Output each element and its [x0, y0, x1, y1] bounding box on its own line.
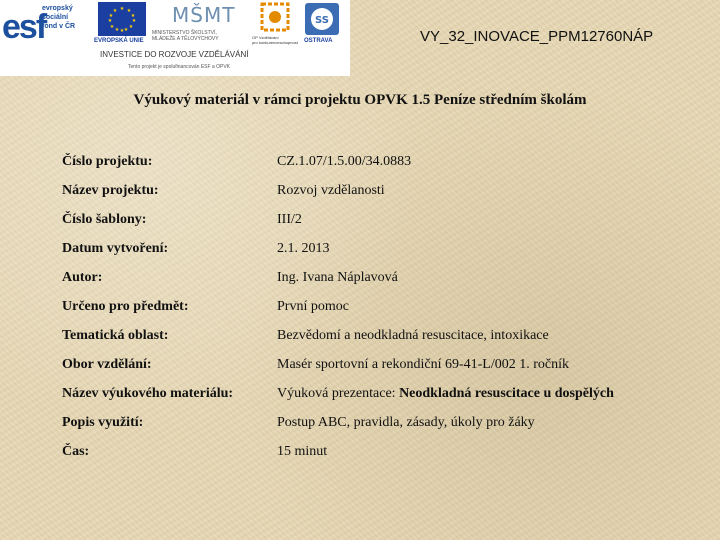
- ostrava-emblem-icon: [302, 2, 342, 36]
- info-value: Bezvědomí a neodkladná resuscitace, intoxikace: [277, 328, 549, 343]
- info-label: Datum vytvoření:: [62, 241, 169, 256]
- op-vk-caption-line: OP Vzdělávání: [252, 35, 279, 40]
- svg-text:★: ★: [107, 18, 113, 24]
- op-vk-caption: [252, 35, 298, 45]
- info-value: První pomoc: [277, 299, 349, 314]
- document-code: VY_32_INOVACE_PPM12760NÁP: [420, 28, 654, 45]
- svg-text:★: ★: [109, 24, 115, 30]
- op-vk-mark-icon: [250, 2, 300, 34]
- esf-mark: esf: [2, 8, 46, 46]
- info-value: 15 minut: [277, 444, 328, 459]
- info-value-emphasis: Neodkladná resuscitace u dospělých: [399, 386, 614, 401]
- svg-text:★: ★: [130, 13, 136, 19]
- info-label: Čas:: [62, 444, 90, 459]
- ostrava-caption: OSTRAVA: [304, 38, 333, 44]
- info-value: Masér sportovní a rekondiční 69-41-L/002 1. ročník: [277, 357, 569, 372]
- svg-text:SS: SS: [315, 15, 329, 26]
- info-value: III/2: [277, 212, 302, 227]
- page-title: Výukový materiál v rámci projektu OPVK 1.5 Peníze středním školám: [133, 92, 587, 108]
- svg-text:★: ★: [108, 13, 114, 19]
- eu-logo: [94, 2, 150, 48]
- svg-text:★: ★: [112, 8, 118, 14]
- svg-text:★: ★: [126, 8, 132, 14]
- info-label: Autor:: [62, 270, 103, 285]
- esf-text-line: sociální: [42, 14, 69, 21]
- info-label: Název výukového materiálu:: [62, 386, 234, 401]
- info-label: Číslo projektu:: [62, 154, 153, 169]
- esf-text-line: evropský: [42, 5, 73, 12]
- info-label: Tematická oblast:: [62, 328, 169, 343]
- info-value: CZ.1.07/1.5.00/34.0883: [277, 154, 412, 169]
- info-label: Popis využití:: [62, 415, 144, 430]
- svg-text:★: ★: [131, 18, 137, 24]
- op-vk-caption-line: pro konkurenceschopnost: [252, 40, 298, 45]
- ostrava-school-logo: [302, 2, 342, 46]
- info-value: [277, 386, 614, 402]
- svg-text:★: ★: [119, 6, 125, 12]
- svg-text:★: ★: [114, 27, 120, 33]
- info-value: 2.1. 2013: [277, 241, 330, 256]
- info-label: Určeno pro předmět:: [62, 299, 189, 314]
- investment-slogan: INVESTICE DO ROZVOJE VZDĚLÁVÁNÍ: [100, 50, 249, 59]
- info-label: Obor vzdělání:: [62, 357, 152, 372]
- svg-text:★: ★: [123, 27, 129, 33]
- eu-flag-icon: [98, 2, 146, 36]
- logo-bar: [0, 0, 350, 76]
- msmt-caption-line: MLÁDEŽE A TĚLOVÝCHOVY: [152, 36, 219, 42]
- info-label: Název projektu:: [62, 183, 159, 198]
- info-value: Postup ABC, pravidla, zásady, úkoly pro žáky: [277, 415, 535, 430]
- info-label: Číslo šablony:: [62, 212, 147, 227]
- eu-caption: EVROPSKÁ UNIE: [94, 38, 144, 44]
- msmt-caption-line: MINISTERSTVO ŠKOLSTVÍ,: [152, 30, 217, 36]
- msmt-caption: [152, 30, 219, 42]
- svg-text:★: ★: [128, 24, 134, 30]
- info-value: Rozvoj vzdělanosti: [277, 183, 385, 198]
- investment-note: Tento projekt je spolufinancován ESF a OPVK: [128, 64, 231, 70]
- esf-text-line: fond v ČR: [42, 23, 76, 30]
- svg-text:★: ★: [119, 28, 125, 34]
- info-value-prefix: Výuková prezentace:: [277, 386, 400, 401]
- esf-logo: [2, 2, 86, 46]
- esf-text: [42, 4, 75, 31]
- info-value: Ing. Ivana Náplavová: [277, 270, 398, 285]
- op-vk-logo: [250, 2, 300, 46]
- svg-text:MŠMT: MŠMT: [172, 3, 236, 27]
- msmt-mark-icon: [152, 0, 248, 30]
- msmt-logo: [152, 0, 248, 46]
